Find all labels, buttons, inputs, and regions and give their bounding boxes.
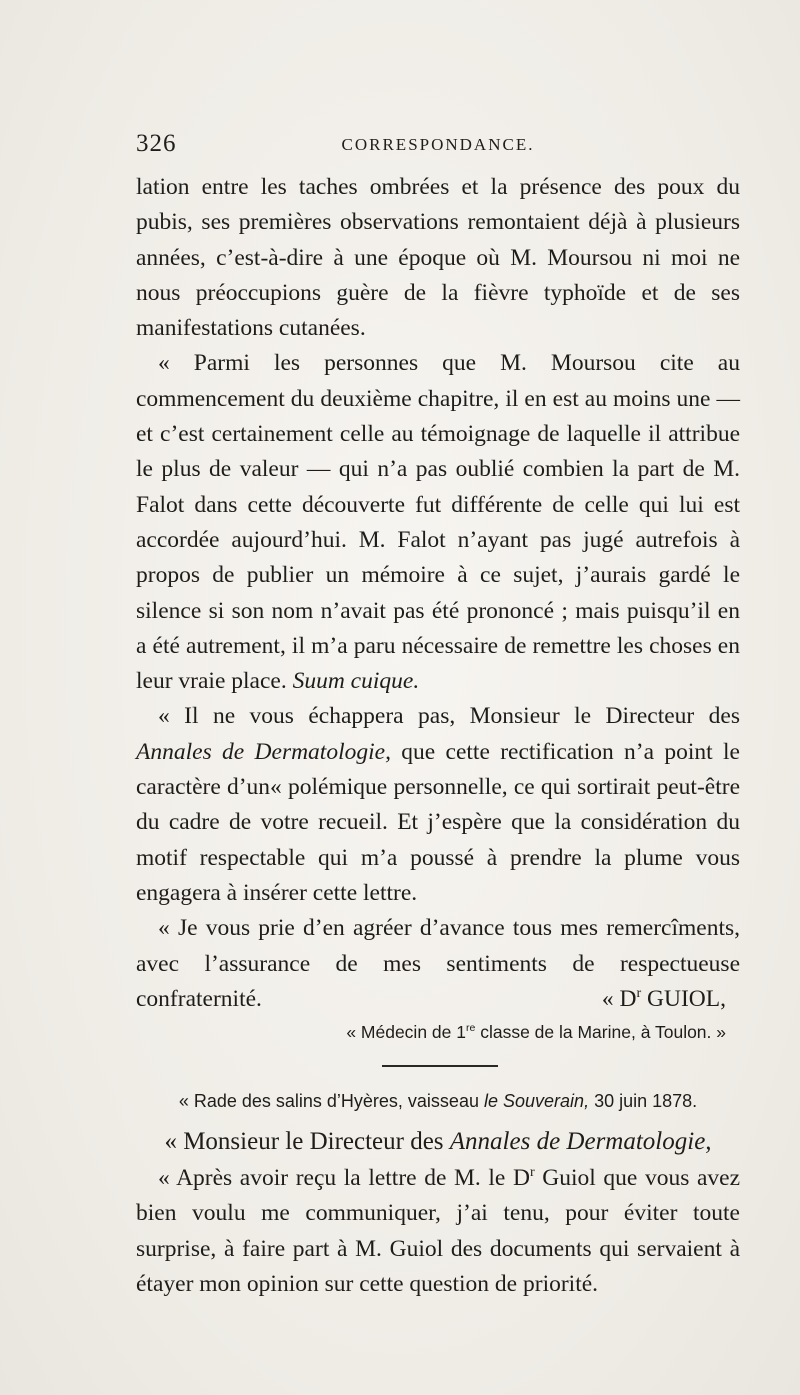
paragraph-3-start: « Il ne vous échappera pas, Monsieur le Directeur des <box>158 703 740 730</box>
salutation-journal: Annales de Dermatologie, <box>449 1128 712 1156</box>
paragraph-5 <box>136 1161 740 1302</box>
journal-title: Annales de Dermatologie, <box>136 738 391 765</box>
dateline-start: « Rade des salins d’Hyères, vaisseau <box>178 1091 479 1112</box>
signature-prefix: « D <box>601 985 637 1012</box>
dateline-date: 30 juin 1878. <box>594 1091 698 1112</box>
paragraph-1: lation entre les taches ombrées et la présence des poux du pubis, ses premières observations remontaient déjà à plusieurs années, c’est-à-dire à une époque où M. Moursou ni moi ne nous préoccupions guère de la fièvre typhoïde et de ses manifestations cutanées. <box>136 174 740 342</box>
paragraph-2-latin: Suum cuique. <box>292 668 420 695</box>
salutation <box>136 1123 740 1161</box>
signature-name: GUIOL, <box>647 985 726 1012</box>
running-title: CORRESPONDANCE. <box>341 135 535 154</box>
paragraph-5-start: « Après avoir reçu la lettre de M. le D <box>158 1165 530 1192</box>
signature <box>602 982 740 1017</box>
page-number: 326 <box>136 130 177 157</box>
paragraph-3-end: que cette rectification n’a point le caractère d’un« polémique personnelle, ce qui sortirait peut-être du cadre de votre recueil. Et j’espère que la considération du motif respectable qui m’a poussé à prendre la plume vous engagera à insérer cette lettre. <box>136 738 740 906</box>
paragraph-2-text: « Parmi les personnes que M. Moursou cite au commencement du deuxième chapitre, il en est au moins une — et c’est certainement celle au témoignage de laquelle il attribue le plus de valeur — qui n’a pas oublié combien la part de M. Falot dans cette découverte fut différente de celle qui lui est accordée aujourd’hui. M. Falot n’ayant pas jugé autrefois à propos de publier un mémoire à ce sujet, j’aurais gardé le silence si son nom n’avait pas été prononcé ; mais puisqu’il en a été autrement, il m’a paru nécessaire de remettre les choses en leur vraie place. <box>136 350 740 695</box>
paragraph-2 <box>136 346 740 699</box>
section-separator <box>382 1065 498 1067</box>
affiliation-sup: re <box>465 1022 476 1035</box>
ship-name: Souverain, <box>503 1091 590 1112</box>
paragraph-5-sup: r <box>529 1164 535 1181</box>
affiliation-start: « Médecin de 1 <box>346 1022 466 1043</box>
dateline <box>136 1087 740 1115</box>
page-text <box>136 170 740 1302</box>
signature-affiliation <box>136 1017 740 1047</box>
page-header <box>136 130 740 160</box>
salutation-start: « Monsieur le Directeur des <box>164 1128 444 1156</box>
dateline-le: le <box>483 1091 498 1112</box>
affiliation-end: classe de la Marine, à Toulon. » <box>480 1022 726 1043</box>
paragraph-4: « Je vous prie d’en agréer d’avance tous mes remercîments, avec l’assurance de mes sentiments de respectueuse confraternité. <box>136 915 740 1012</box>
signature-sup: r <box>636 985 642 1001</box>
paragraph-3 <box>136 699 740 911</box>
paragraph-5-end: Guiol que vous avez bien voulu me communiquer, j’ai tenu, pour éviter toute surprise, à faire part à M. Guiol des documents qui servaient à étayer mon opinion sur cette question de priorité. <box>136 1165 741 1298</box>
